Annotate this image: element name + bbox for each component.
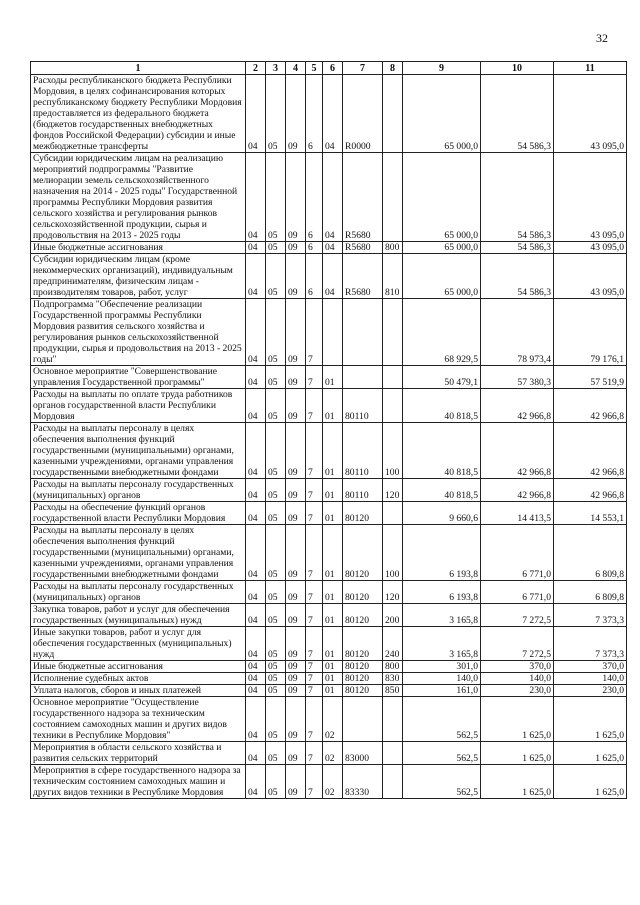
page-number: 32 xyxy=(596,31,608,45)
code-cell: 7 xyxy=(306,697,323,742)
code-cell xyxy=(383,697,403,742)
row-name: Закупка товаров, работ и услуг для обеспечения государственных (муниципальных) нужд xyxy=(31,604,246,627)
code-cell: 850 xyxy=(383,685,403,697)
row-name: Основное мероприятие "Осуществление государственного надзора за техническим состоянием самоходных машин и других видов техники в Республике Мордовия" xyxy=(31,697,246,742)
code-cell xyxy=(383,153,403,242)
code-cell: 80110 xyxy=(343,389,383,423)
code-cell: 05 xyxy=(266,765,286,799)
code-cell: 02 xyxy=(323,765,343,799)
amount-cell: 230,0 xyxy=(554,685,627,697)
code-cell: 01 xyxy=(323,661,343,673)
amount-cell: 43 095,0 xyxy=(554,75,627,153)
amount-cell: 370,0 xyxy=(481,661,554,673)
code-cell: 7 xyxy=(306,479,323,502)
code-cell: 04 xyxy=(246,254,266,299)
row-name: Основное мероприятие "Совершенствование управления Государственной программы" xyxy=(31,366,246,389)
code-cell: 800 xyxy=(383,661,403,673)
code-cell: 04 xyxy=(246,366,266,389)
code-cell: 01 xyxy=(323,604,343,627)
row-name: Уплата налогов, сборов и иных платежей xyxy=(31,685,246,697)
amount-cell: 42 966,8 xyxy=(481,423,554,479)
amount-cell: 7 272,5 xyxy=(481,627,554,661)
code-cell: 7 xyxy=(306,661,323,673)
code-cell: 80120 xyxy=(343,627,383,661)
code-cell: 100 xyxy=(383,525,403,581)
table-row xyxy=(31,673,627,685)
amount-cell: 140,0 xyxy=(481,673,554,685)
amount-cell: 1 625,0 xyxy=(481,742,554,765)
code-cell xyxy=(323,299,343,366)
code-cell: 09 xyxy=(286,685,306,697)
code-cell: 09 xyxy=(286,661,306,673)
table-row xyxy=(31,685,627,697)
amount-cell: 42 966,8 xyxy=(554,423,627,479)
code-cell: 04 xyxy=(246,525,266,581)
amount-cell: 42 966,8 xyxy=(554,479,627,502)
code-cell: 7 xyxy=(306,604,323,627)
code-cell: 04 xyxy=(246,604,266,627)
code-cell: 05 xyxy=(266,673,286,685)
amount-cell: 7 272,5 xyxy=(481,604,554,627)
code-cell xyxy=(383,502,403,525)
row-name: Мероприятия в сфере государственного надзора за техническим состоянием самоходных машин и других видов техники в Республике Мордовия xyxy=(31,765,246,799)
table-row xyxy=(31,423,627,479)
code-cell: 7 xyxy=(306,742,323,765)
code-cell: 02 xyxy=(323,742,343,765)
code-cell: 80120 xyxy=(343,673,383,685)
amount-cell: 1 625,0 xyxy=(554,765,627,799)
amount-cell: 1 625,0 xyxy=(554,697,627,742)
column-header: 2 xyxy=(246,62,266,75)
code-cell: R5680 xyxy=(343,254,383,299)
code-cell xyxy=(343,697,383,742)
row-name: Иные бюджетные ассигнования xyxy=(31,661,246,673)
amount-cell: 3 165,8 xyxy=(403,627,481,661)
amount-cell: 301,0 xyxy=(403,661,481,673)
table-row xyxy=(31,242,627,254)
code-cell: 04 xyxy=(246,627,266,661)
column-header: 4 xyxy=(286,62,306,75)
code-cell: 05 xyxy=(266,389,286,423)
row-name: Мероприятия в области сельского хозяйства и развития сельских территорий xyxy=(31,742,246,765)
code-cell: 01 xyxy=(323,366,343,389)
table-row xyxy=(31,581,627,604)
table-row xyxy=(31,75,627,153)
row-name: Иные закупки товаров, работ и услуг для обеспечения государственных (муниципальных) нужд xyxy=(31,627,246,661)
code-cell: 7 xyxy=(306,423,323,479)
amount-cell: 78 973,4 xyxy=(481,299,554,366)
code-cell: 05 xyxy=(266,697,286,742)
code-cell: 7 xyxy=(306,765,323,799)
code-cell: 80120 xyxy=(343,661,383,673)
code-cell: 01 xyxy=(323,502,343,525)
code-cell: 02 xyxy=(323,697,343,742)
code-cell: 04 xyxy=(323,242,343,254)
table-row xyxy=(31,254,627,299)
amount-cell: 562,5 xyxy=(403,765,481,799)
code-cell: 05 xyxy=(266,525,286,581)
code-cell: R0000 xyxy=(343,75,383,153)
code-cell: 830 xyxy=(383,673,403,685)
code-cell: 05 xyxy=(266,661,286,673)
code-cell: 09 xyxy=(286,75,306,153)
code-cell: 04 xyxy=(246,581,266,604)
code-cell: 01 xyxy=(323,685,343,697)
amount-cell: 65 000,0 xyxy=(403,75,481,153)
row-name: Расходы на обеспечение функций органов государственной власти Республики Мордовия xyxy=(31,502,246,525)
code-cell: 80110 xyxy=(343,423,383,479)
code-cell: 09 xyxy=(286,366,306,389)
amount-cell: 65 000,0 xyxy=(403,153,481,242)
code-cell: 05 xyxy=(266,627,286,661)
code-cell: 100 xyxy=(383,423,403,479)
table-row xyxy=(31,502,627,525)
code-cell: 04 xyxy=(323,153,343,242)
code-cell: 05 xyxy=(266,479,286,502)
code-cell: 120 xyxy=(383,581,403,604)
code-cell: 09 xyxy=(286,153,306,242)
code-cell: 7 xyxy=(306,389,323,423)
code-cell: 09 xyxy=(286,479,306,502)
code-cell: 04 xyxy=(246,153,266,242)
amount-cell: 1 625,0 xyxy=(481,765,554,799)
code-cell: 80110 xyxy=(343,479,383,502)
code-cell: 04 xyxy=(246,742,266,765)
code-cell: 09 xyxy=(286,502,306,525)
amount-cell: 9 660,6 xyxy=(403,502,481,525)
code-cell: 80120 xyxy=(343,685,383,697)
table-row xyxy=(31,742,627,765)
amount-cell: 6 193,8 xyxy=(403,581,481,604)
code-cell xyxy=(383,75,403,153)
amount-cell: 40 818,5 xyxy=(403,479,481,502)
budget-table xyxy=(30,61,627,799)
column-header: 10 xyxy=(481,62,554,75)
code-cell: 09 xyxy=(286,423,306,479)
code-cell: 09 xyxy=(286,254,306,299)
code-cell: 7 xyxy=(306,685,323,697)
amount-cell: 6 771,0 xyxy=(481,581,554,604)
code-cell: 09 xyxy=(286,673,306,685)
row-name: Расходы на выплаты персоналу в целях обеспечения выполнения функций государственными (муниципальными) органами, казенными учреждениями, органами управления государственными внебюджетными фондами xyxy=(31,525,246,581)
code-cell: 04 xyxy=(246,697,266,742)
code-cell: 04 xyxy=(246,685,266,697)
amount-cell: 140,0 xyxy=(403,673,481,685)
table-row xyxy=(31,366,627,389)
code-cell: 120 xyxy=(383,479,403,502)
table-row xyxy=(31,479,627,502)
code-cell: 83000 xyxy=(343,742,383,765)
row-name: Подпрограмма "Обеспечение реализации Государственной программы Республики Мордовия развития сельского хозяйства и регулирования рынков сельскохозяйственной продукции, сырья и продовольствия на 2013 - 2025 годы" xyxy=(31,299,246,366)
amount-cell: 562,5 xyxy=(403,697,481,742)
code-cell: 810 xyxy=(383,254,403,299)
column-header: 9 xyxy=(403,62,481,75)
row-name: Расходы на выплаты персоналу государственных (муниципальных) органов xyxy=(31,581,246,604)
code-cell: 09 xyxy=(286,697,306,742)
amount-cell: 40 818,5 xyxy=(403,423,481,479)
table-row xyxy=(31,697,627,742)
amount-cell: 140,0 xyxy=(554,673,627,685)
amount-cell: 3 165,8 xyxy=(403,604,481,627)
code-cell: 05 xyxy=(266,366,286,389)
code-cell: 04 xyxy=(246,75,266,153)
amount-cell: 54 586,3 xyxy=(481,254,554,299)
amount-cell: 65 000,0 xyxy=(403,254,481,299)
code-cell: 04 xyxy=(246,242,266,254)
code-cell: 09 xyxy=(286,389,306,423)
code-cell: 01 xyxy=(323,673,343,685)
amount-cell: 161,0 xyxy=(403,685,481,697)
code-cell: 04 xyxy=(246,673,266,685)
code-cell: 05 xyxy=(266,299,286,366)
table-row xyxy=(31,299,627,366)
amount-cell: 65 000,0 xyxy=(403,242,481,254)
code-cell xyxy=(343,366,383,389)
column-header: 1 xyxy=(31,62,246,75)
code-cell xyxy=(383,742,403,765)
amount-cell: 230,0 xyxy=(481,685,554,697)
header-row xyxy=(31,62,627,75)
code-cell: 04 xyxy=(246,479,266,502)
code-cell: 05 xyxy=(266,254,286,299)
code-cell: 05 xyxy=(266,742,286,765)
table-body xyxy=(31,75,627,799)
code-cell: 05 xyxy=(266,242,286,254)
code-cell: 09 xyxy=(286,604,306,627)
amount-cell: 562,5 xyxy=(403,742,481,765)
amount-cell: 43 095,0 xyxy=(554,153,627,242)
code-cell xyxy=(383,299,403,366)
code-cell: 09 xyxy=(286,525,306,581)
amount-cell: 370,0 xyxy=(554,661,627,673)
column-header: 8 xyxy=(383,62,403,75)
table-row xyxy=(31,389,627,423)
code-cell xyxy=(343,299,383,366)
table-row xyxy=(31,627,627,661)
code-cell: 240 xyxy=(383,627,403,661)
column-header: 7 xyxy=(343,62,383,75)
code-cell: 83330 xyxy=(343,765,383,799)
amount-cell: 1 625,0 xyxy=(554,742,627,765)
amount-cell: 1 625,0 xyxy=(481,697,554,742)
table-row xyxy=(31,661,627,673)
code-cell: 05 xyxy=(266,502,286,525)
code-cell: 01 xyxy=(323,627,343,661)
code-cell: 01 xyxy=(323,581,343,604)
code-cell: 6 xyxy=(306,254,323,299)
code-cell: 200 xyxy=(383,604,403,627)
amount-cell: 6 809,8 xyxy=(554,525,627,581)
code-cell: 7 xyxy=(306,502,323,525)
code-cell: 09 xyxy=(286,299,306,366)
row-name: Субсидии юридическим лицам (кроме некоммерческих организаций), индивидуальным предпринимателям, физическим лицам - производителям товаров, работ, услуг xyxy=(31,254,246,299)
code-cell: 04 xyxy=(246,299,266,366)
code-cell: 05 xyxy=(266,75,286,153)
amount-cell: 42 966,8 xyxy=(481,479,554,502)
code-cell: R5680 xyxy=(343,153,383,242)
code-cell xyxy=(383,765,403,799)
amount-cell: 42 966,8 xyxy=(554,389,627,423)
code-cell: 7 xyxy=(306,366,323,389)
amount-cell: 54 586,3 xyxy=(481,75,554,153)
code-cell: 05 xyxy=(266,423,286,479)
code-cell: 6 xyxy=(306,75,323,153)
table-row xyxy=(31,765,627,799)
amount-cell: 68 929,5 xyxy=(403,299,481,366)
row-name: Субсидии юридическим лицам на реализацию мероприятий подпрограммы "Развитие мелиорации земель сельскохозяйственного назначения на 2014 - 2025 годы" Государственной программы Республики Мордовия развития сельского хозяйства и регулирования рынков сельскохозяйственной продукции, сырья и продовольствия на 2013 - 2025 годы xyxy=(31,153,246,242)
code-cell: 80120 xyxy=(343,502,383,525)
code-cell: 01 xyxy=(323,479,343,502)
code-cell: 01 xyxy=(323,525,343,581)
code-cell: 6 xyxy=(306,242,323,254)
code-cell: 04 xyxy=(246,423,266,479)
code-cell: 09 xyxy=(286,765,306,799)
code-cell: 04 xyxy=(246,765,266,799)
amount-cell: 50 479,1 xyxy=(403,366,481,389)
code-cell: 01 xyxy=(323,423,343,479)
row-name: Расходы на выплаты по оплате труда работников органов государственной власти Республики Мордовия xyxy=(31,389,246,423)
code-cell: 05 xyxy=(266,153,286,242)
column-header: 5 xyxy=(306,62,323,75)
code-cell: 04 xyxy=(246,661,266,673)
code-cell: 04 xyxy=(323,75,343,153)
code-cell: 6 xyxy=(306,153,323,242)
table-row xyxy=(31,525,627,581)
code-cell: 7 xyxy=(306,627,323,661)
code-cell: 800 xyxy=(383,242,403,254)
code-cell: 80120 xyxy=(343,525,383,581)
amount-cell: 42 966,8 xyxy=(481,389,554,423)
code-cell: 04 xyxy=(323,254,343,299)
code-cell: 7 xyxy=(306,673,323,685)
row-name: Исполнение судебных актов xyxy=(31,673,246,685)
code-cell: 80120 xyxy=(343,604,383,627)
code-cell xyxy=(383,389,403,423)
row-name: Иные бюджетные ассигнования xyxy=(31,242,246,254)
amount-cell: 40 818,5 xyxy=(403,389,481,423)
code-cell: 01 xyxy=(323,389,343,423)
code-cell: 04 xyxy=(246,502,266,525)
column-header: 3 xyxy=(266,62,286,75)
amount-cell: 43 095,0 xyxy=(554,254,627,299)
amount-cell: 7 373,3 xyxy=(554,604,627,627)
amount-cell: 6 771,0 xyxy=(481,525,554,581)
amount-cell: 14 413,5 xyxy=(481,502,554,525)
row-name: Расходы республиканского бюджета Республики Мордовия, в целях софинансирования которых республиканскому бюджету Республики Мордовия предоставляется из федерального бюджета (бюджетов государственных внебюджетных фондов Российской Федерации) субсидии и иные межбюджетные трансферты xyxy=(31,75,246,153)
amount-cell: 54 586,3 xyxy=(481,153,554,242)
code-cell: 09 xyxy=(286,242,306,254)
code-cell: 7 xyxy=(306,525,323,581)
row-name: Расходы на выплаты персоналу государственных (муниципальных) органов xyxy=(31,479,246,502)
code-cell: 7 xyxy=(306,581,323,604)
column-header: 11 xyxy=(554,62,627,75)
code-cell: R5680 xyxy=(343,242,383,254)
code-cell: 05 xyxy=(266,604,286,627)
code-cell: 7 xyxy=(306,299,323,366)
code-cell xyxy=(383,366,403,389)
amount-cell: 79 176,1 xyxy=(554,299,627,366)
amount-cell: 7 373,3 xyxy=(554,627,627,661)
table-row xyxy=(31,153,627,242)
row-name: Расходы на выплаты персоналу в целях обеспечения выполнения функций государственными (муниципальными) органами, казенными учреждениями, органами управления государственными внебюджетными фондами xyxy=(31,423,246,479)
code-cell: 04 xyxy=(246,389,266,423)
code-cell: 80120 xyxy=(343,581,383,604)
column-header: 6 xyxy=(323,62,343,75)
code-cell: 09 xyxy=(286,627,306,661)
table-row xyxy=(31,604,627,627)
code-cell: 05 xyxy=(266,581,286,604)
code-cell: 09 xyxy=(286,581,306,604)
amount-cell: 57 380,3 xyxy=(481,366,554,389)
amount-cell: 43 095,0 xyxy=(554,242,627,254)
amount-cell: 14 553,1 xyxy=(554,502,627,525)
amount-cell: 6 193,8 xyxy=(403,525,481,581)
code-cell: 09 xyxy=(286,742,306,765)
amount-cell: 54 586,3 xyxy=(481,242,554,254)
code-cell: 05 xyxy=(266,685,286,697)
amount-cell: 6 809,8 xyxy=(554,581,627,604)
amount-cell: 57 519,9 xyxy=(554,366,627,389)
